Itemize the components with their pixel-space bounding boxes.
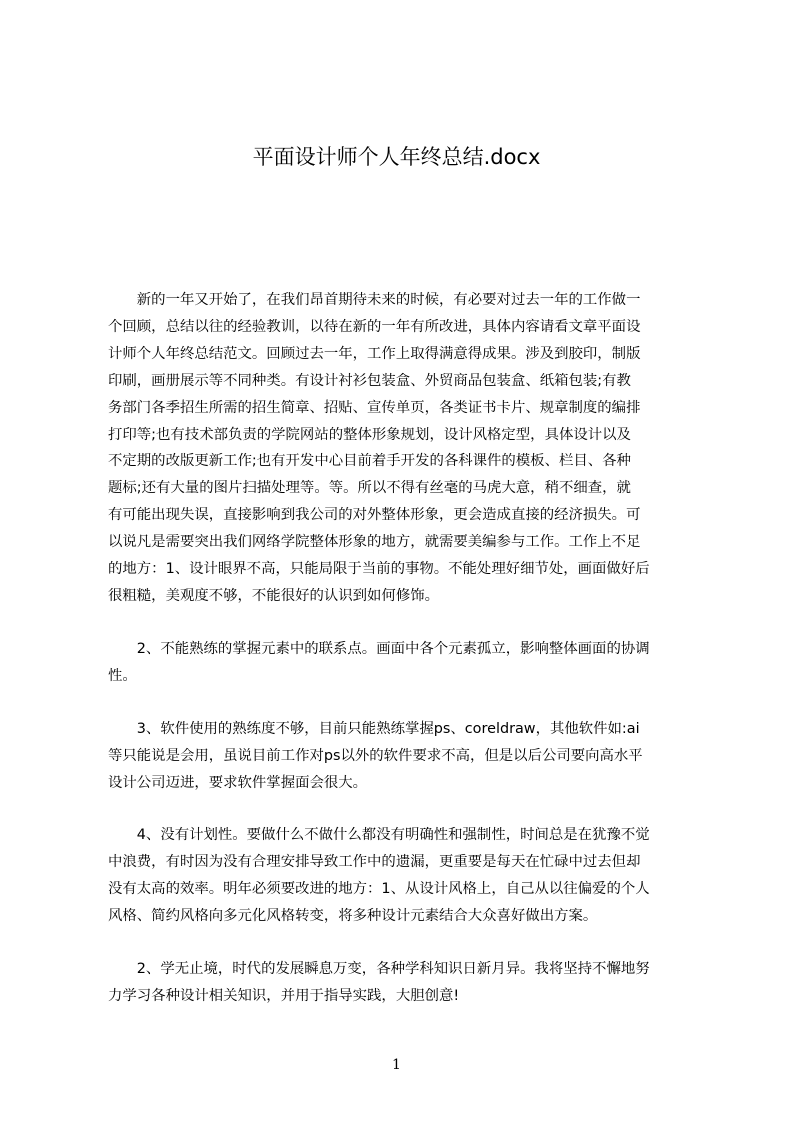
text-line: 没有太高的效率。明年必须要改进的地方：1、从设计风格上，自己从以往偏爱的个人 [108, 881, 650, 898]
paragraph-spacer [108, 930, 698, 956]
paragraph-intro [108, 287, 698, 610]
paragraph-improvement-2 [108, 956, 698, 1010]
paragraph-spacer [108, 690, 698, 716]
text-line: 题标;还有大量的图片扫描处理等。等。所以不得有丝毫的马虎大意，稍不细查，就 [108, 480, 631, 497]
text-line: 2、学无止境，时代的发展瞬息万变，各种学科知识日新月异。我将坚持不懈地努 [108, 961, 650, 978]
text-line: 等只能说是会用，虽说目前工作对ps以外的软件要求不高，但是以后公司要向高水平 [108, 747, 643, 764]
text-line: 新的一年又开始了，在我们昂首期待未来的时候，有必要对过去一年的工作做一 [108, 292, 641, 308]
text-line: 力学习各种设计相关知识，并用于指导实践，大胆创意! [108, 987, 460, 1004]
text-line: 3、软件使用的熟练度不够，目前只能熟练掌握ps、coreldraw，其他软件如:ai [108, 720, 640, 737]
paragraph-point-4 [108, 822, 698, 930]
paragraph-point-3 [108, 716, 698, 797]
paragraph-spacer [108, 610, 698, 636]
text-line: 打印等;也有技术部负责的学院网站的整体形象规划，设计风格定型，具体设计以及 [108, 426, 631, 443]
text-line: 很粗糙，美观度不够，不能很好的认识到如何修饰。 [108, 587, 439, 604]
text-line: 不定期的改版更新工作;也有开发中心目前着手开发的各科课件的模板、栏目、各种 [108, 453, 631, 470]
paragraph-point-2 [108, 636, 698, 690]
text-line: 计师个人年终总结范文。回顾过去一年，工作上取得满意得成果。涉及到胶印，制版 [108, 345, 641, 362]
text-line: 印刷，画册展示等不同种类。有设计衬衫包装盒、外贸商品包装盒、纸箱包装;有教 [108, 372, 631, 389]
page-number: 1 [392, 1057, 401, 1073]
text-line: 的地方：1、设计眼界不高，只能局限于当前的事物。不能处理好细节处，画面做好后 [108, 561, 650, 578]
text-line: 设计公司迈进，要求软件掌握面会很大。 [108, 774, 368, 791]
text-line: 2、不能熟练的掌握元素中的联系点。画面中各个元素孤立，影响整体画面的协调 [108, 640, 650, 657]
text-line: 中浪费，有时因为没有合理安排导致工作中的遗漏，更重要是每天在忙碌中过去但却 [108, 854, 641, 871]
text-line: 务部门各季招生所需的招生简章、招贴、宣传单页，各类证书卡片、规章制度的编排 [108, 399, 641, 416]
text-line: 以说凡是需要突出我们网络学院整体形象的地方，就需要美编参与工作。工作上不足 [108, 534, 641, 551]
document-title: 平面设计师个人年终总结.docx [252, 145, 541, 169]
text-line: 4、没有计划性。要做什么不做什么都没有明确性和强制性，时间总是在犹豫不觉 [108, 827, 650, 844]
text-line: 风格、简约风格向多元化风格转变，将多种设计元素结合大众喜好做出方案。 [108, 908, 598, 925]
document-body [108, 287, 698, 1010]
text-line: 性。 [108, 667, 137, 684]
text-line: 有可能出现失误，直接影响到我公司的对外整体形象，更会造成直接的经济损失。可 [108, 507, 641, 524]
paragraph-spacer [108, 796, 698, 822]
text-line: 个回顾，总结以往的经验教训，以待在新的一年有所改进，具体内容请看文章平面设 [108, 318, 641, 335]
